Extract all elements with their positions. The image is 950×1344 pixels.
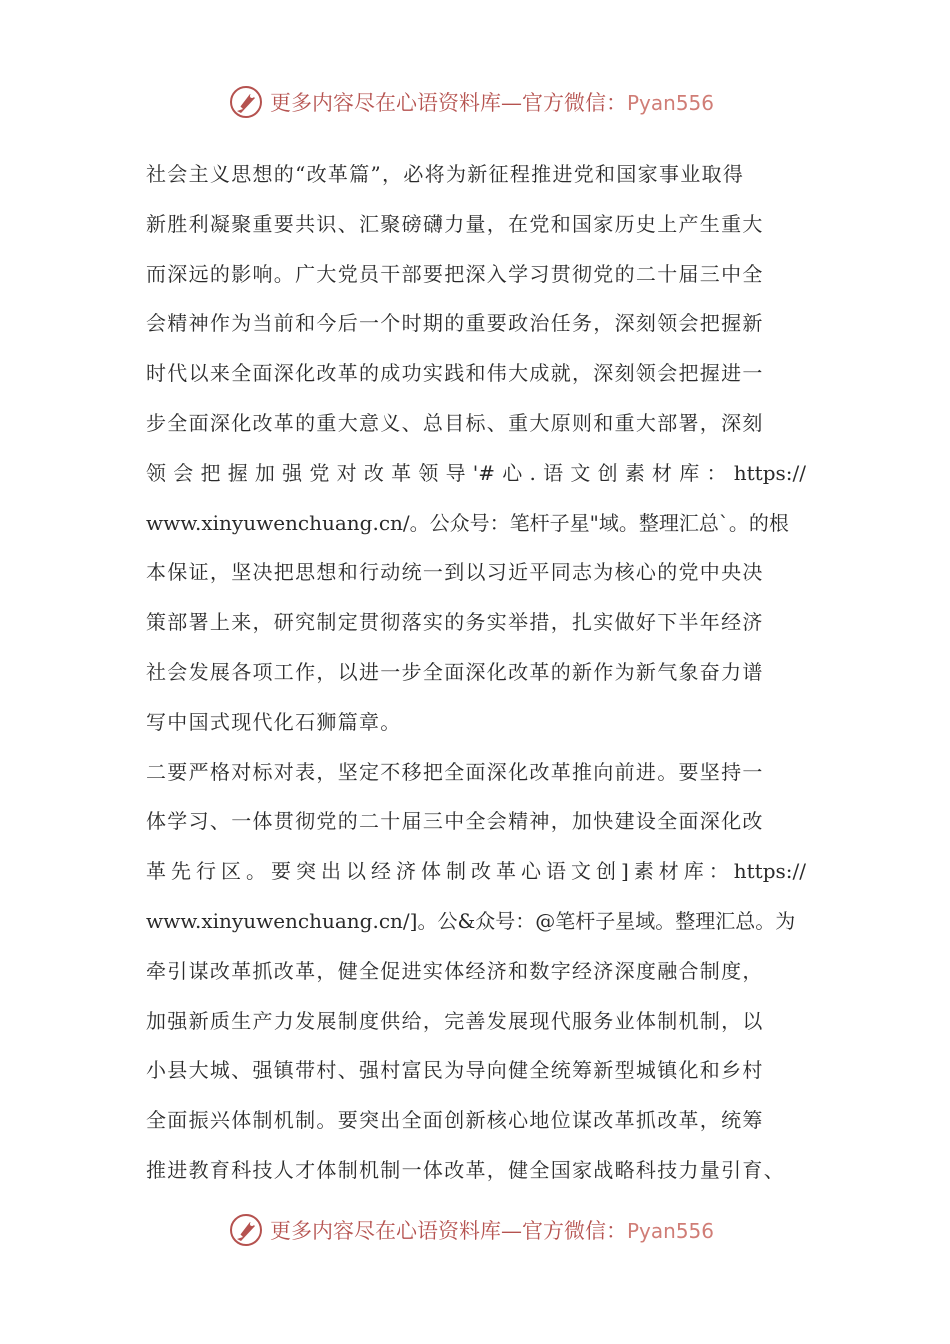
body-line: 社会发展各项工作，以进一步全面深化改革的新作为新气象奋力谱 — [146, 659, 764, 684]
body-line: 领会把握加强党对改革领导'#心.语文创素材库：https:// — [146, 460, 806, 485]
body-line: 时代以来全面深化改革的成功实践和伟大成就，深刻领会把握进一 — [146, 361, 764, 386]
body-line: 全面振兴体制机制。要突出全面创新核心地位谋改革抓改革，统筹 — [146, 1108, 764, 1133]
watermark-text: 更多内容尽在心语资料库—官方微信：Pyan556 — [270, 1219, 715, 1243]
body-line: www.xinyuwenchuang.cn/]。公&众号：@笔杆子星域。整理汇总。为 — [146, 908, 796, 933]
body-line: 本保证，坚决把思想和行动统一到以习近平同志为核心的党中央决 — [146, 560, 764, 585]
wechat-id: Pyan556 — [627, 1219, 715, 1243]
pen-nib-icon — [228, 1212, 264, 1248]
body-line: 而深远的影响。广大党员干部要把深入学习贯彻党的二十届三中全 — [146, 261, 764, 286]
footer-watermark — [0, 1208, 950, 1252]
body-line: 加强新质生产力发展制度供给，完善发展现代服务业体制机制，以 — [146, 1008, 764, 1033]
body-line: 推进教育科技人才体制机制一体改革，健全国家战略科技力量引育、 — [146, 1157, 785, 1182]
header-watermark — [0, 80, 950, 124]
document-body — [146, 150, 806, 1196]
body-line: 策部署上来，研究制定贯彻落实的务实举措，扎实做好下半年经济 — [146, 610, 764, 635]
body-line: 二要严格对标对表，坚定不移把全面深化改革推向前进。要坚持一 — [146, 759, 764, 784]
body-line: 新胜利凝聚重要共识、汇聚磅礴力量，在党和国家历史上产生重大 — [146, 211, 764, 236]
body-line: 小县大城、强镇带村、强村富民为导向健全统筹新型城镇化和乡村 — [146, 1058, 764, 1083]
body-line: 写中国式现代化石狮篇章。 — [146, 709, 402, 734]
wechat-id: Pyan556 — [627, 91, 715, 115]
body-line: 革先行区。要突出以经济体制改革心语文创]素材库：https:// — [146, 859, 806, 884]
body-line: 社会主义思想的“改革篇”，必将为新征程推进党和国家事业取得 — [146, 162, 745, 186]
body-line: 牵引谋改革抓改革，健全促进实体经济和数字经济深度融合制度， — [146, 958, 764, 983]
body-line: 步全面深化改革的重大意义、总目标、重大原则和重大部署，深刻 — [146, 410, 764, 435]
body-line: 体学习、一体贯彻党的二十届三中全会精神，加快建设全面深化改 — [146, 809, 764, 834]
watermark-text: 更多内容尽在心语资料库—官方微信：Pyan556 — [270, 91, 715, 115]
pen-nib-icon — [228, 84, 264, 120]
body-line: 会精神作为当前和今后一个时期的重要政治任务，深刻领会把握新 — [146, 311, 764, 336]
body-line: www.xinyuwenchuang.cn/。公众号：笔杆子星"域。整理汇总`。的根 — [146, 510, 789, 535]
